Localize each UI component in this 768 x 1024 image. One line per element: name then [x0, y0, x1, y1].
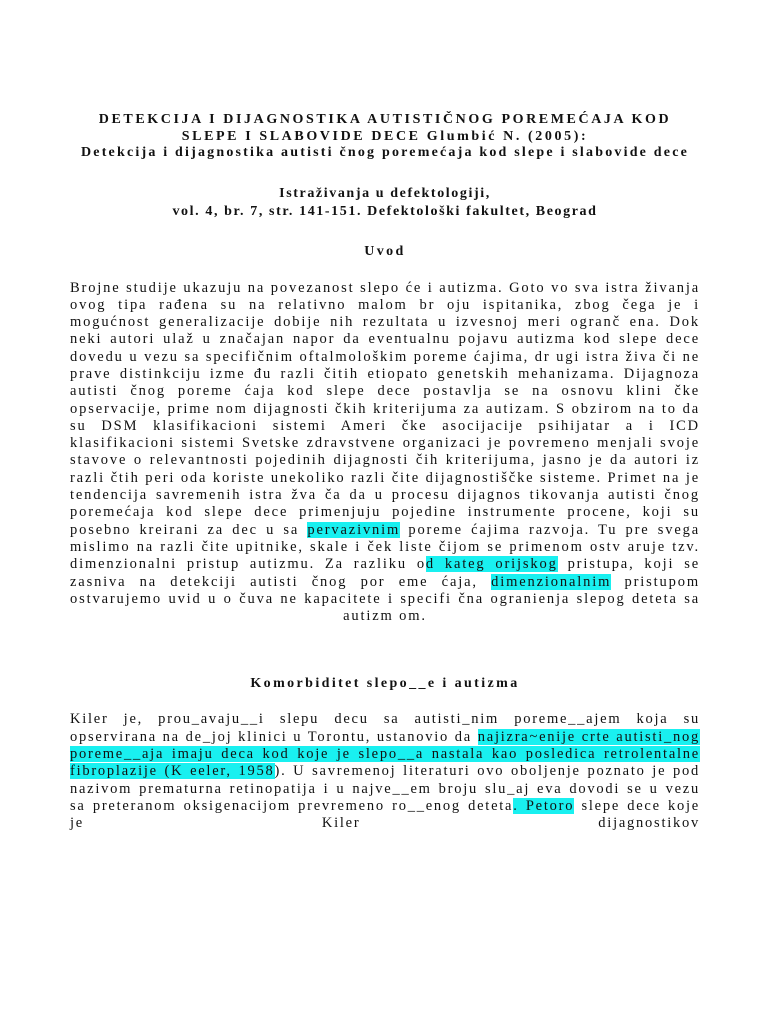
source-journal: Istraživanja u defektologiji,: [279, 185, 491, 201]
highlighted-term: . Petoro: [513, 797, 575, 814]
document-subtitle: Detekcija i dijagnostika autisti čnog poremećaja kod slepe i slabovide dece: [80, 145, 690, 160]
paragraph-uvod: [70, 280, 700, 626]
highlighted-term: d kateg orijskog: [425, 556, 558, 573]
text-segment: poreme ćajima razvoja. Tu pre svega mislimo na razli čite upitnike, skale i ček liste čijom se primenom ostv aruje tzv. dimenzionalni pristup autizmu. Za razliku o: [70, 521, 700, 573]
highlighted-term: pervazivnim: [307, 521, 401, 538]
paragraph-komorbiditet: [70, 711, 700, 832]
text-segment: pristupa, koji se zasniva na detekciji autisti čnog por eme ćaja,: [70, 556, 700, 590]
source-details: vol. 4, br. 7, str. 141-151. Defektološki fakultet, Beograd: [172, 203, 598, 219]
text-segment: ). U savremenoj literaturi ovo oboljenje poznato je pod nazivom prematurna retinopatija i u najve__em broju slu_aj eva dovodi se u vezu sa preteranom oksigenacijom prevremeno ro__enog deteta: [70, 763, 700, 814]
text-segment: Kiler je, prou_avaju__i slepu decu sa autisti_nim poreme__ajem koja su opservirana na de_joj klinici u Torontu, ustanovio da: [70, 711, 700, 745]
section-title-komorbiditet: Komorbiditet slepo__e i autizma: [250, 676, 520, 692]
highlighted-passage: najizra~enije crte autisti_nog poreme__aja imaju deca kod koje je slepo__a nastala kao posledica retrolentalne fibroplazije (K eeler, 1958: [70, 728, 700, 780]
document-title: DETEKCIJA I DIJAGNOSTIKA AUTISTIČNOG POREMEĆAJA KOD SLEPE I SLABOVIDE DECE Glumbić N. (2005):: [98, 112, 672, 144]
text-segment: Brojne studije ukazuju na povezanost slepo će i autizma. Goto vo sva istra živanja ovog tipa rađena su na relativno malom br oju ispitanika, zbog čega je i mogućnost generalizacije dobije nih rezultata u izvesnoj meri ogranč ena. Dok neki autori ulaž u značajan napor da eventualnu pojavu autizma kod slepe dece dovedu u vezu sa specifičnim oftalmološkim poreme ćajima, dr ugi istra živa či ne prave distinkciju izme đu razli čitih etiopato genetskih mehanizama. Dijagnoza autisti čnog poreme ćaja kod slepe dece postavlja se na osnovu klini čke opservacije, prime nom dijagnosti čkih kriterijuma za autizam. S obzirom na to da su DSM klasifikacioni sistemi Ameri čke asocijacije psihijatar a i ICD klasifikacioni sistemi Svetske zdravstvene organizaci je povremeno menjali svoje stavove o relevantnosti pojedinih dijagnosti čih kriterijuma, jasno je da autori iz razli čtih peri oda koriste unekoliko razli čite dijagnostiščke sisteme. Primet na je tendencija savremenih istra žva ča da u procesu dijagnos tikovanja autisti čnog poremećaja kod slepe dece primenjuju pojedine instrumente procene, koji su posebno kreirani za dec u sa: [70, 279, 700, 538]
highlighted-term: dimenzionalnim: [491, 573, 612, 590]
text-segment: slepe dece koje je Kiler dijagnostikov: [70, 797, 700, 832]
section-title-uvod: Uvod: [364, 243, 406, 259]
document-page: [70, 112, 700, 833]
text-segment: pristupom ostvarujemo uvid u o čuva ne kapacitete i specifi čna ogranienja slepog deteta sa autizm om.: [70, 573, 700, 625]
